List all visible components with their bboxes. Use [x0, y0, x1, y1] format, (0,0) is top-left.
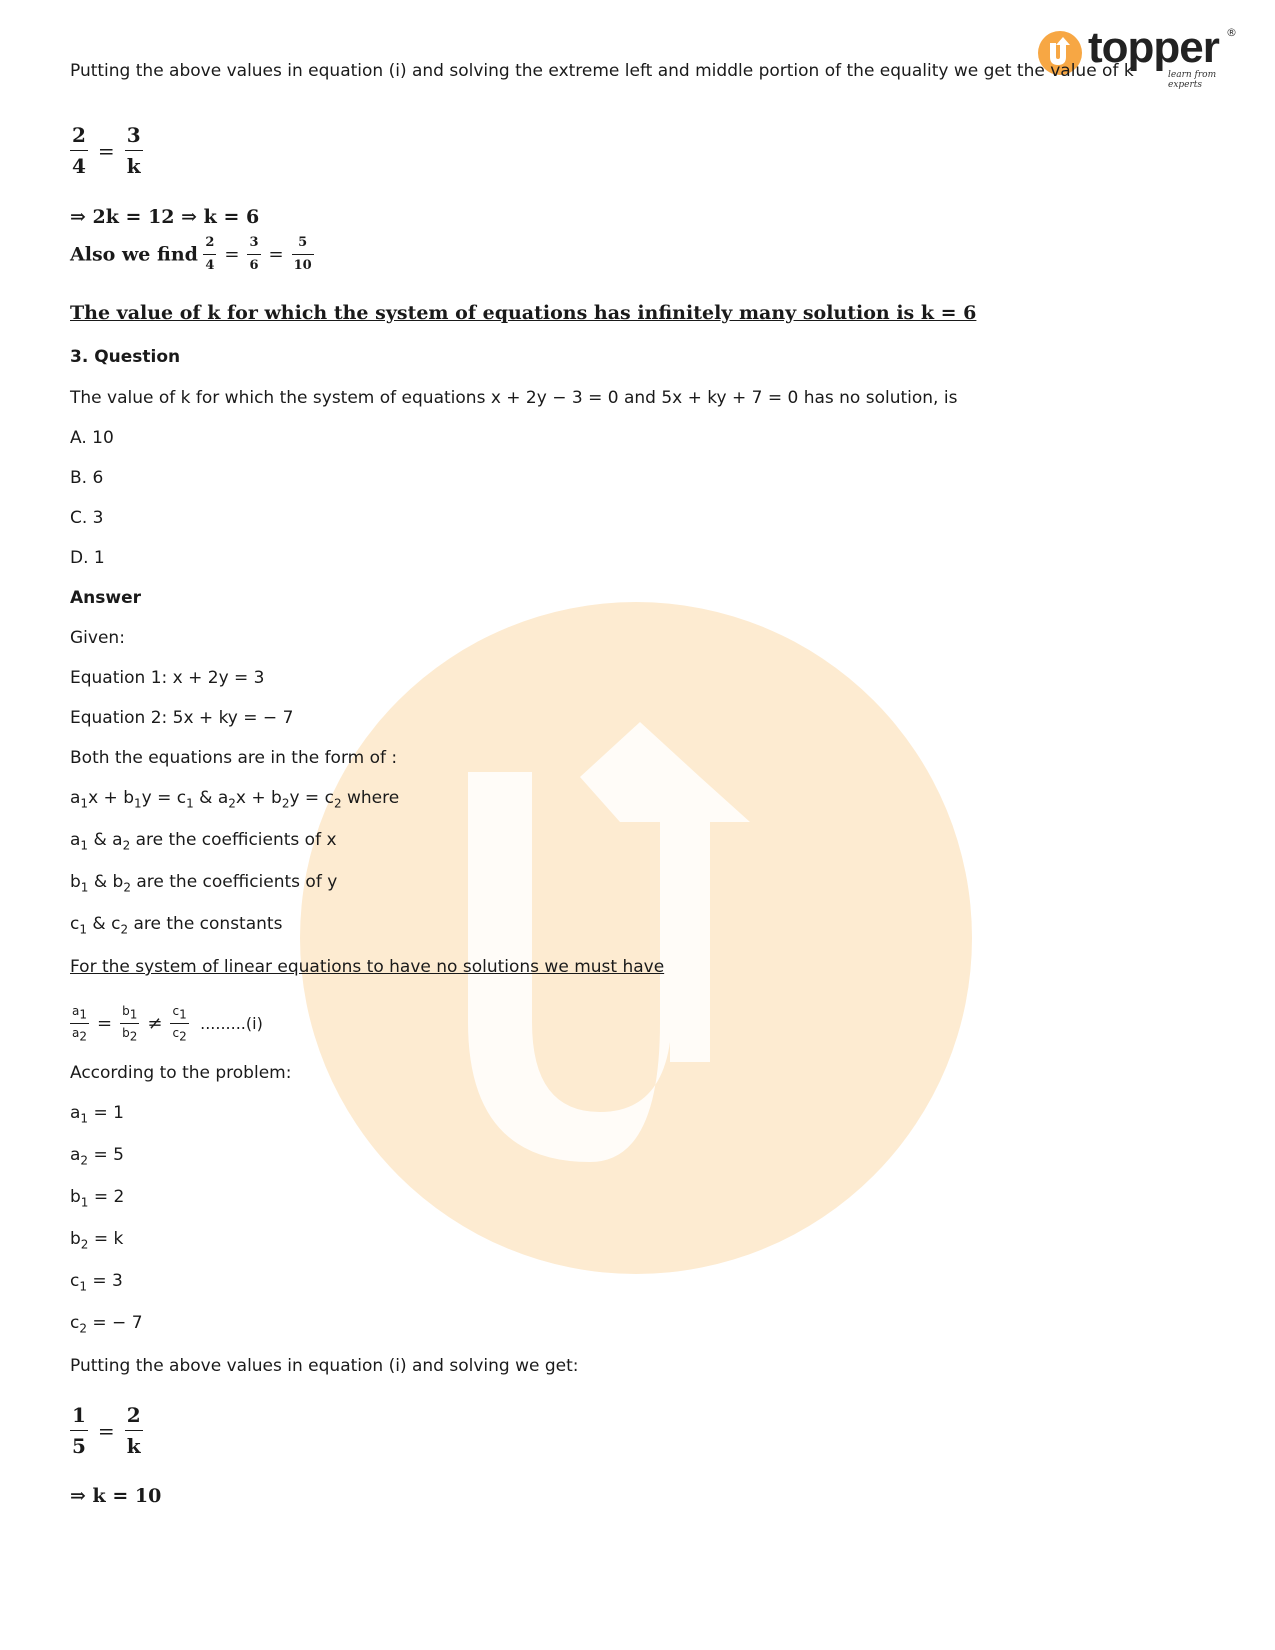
registered-mark: ® — [1226, 26, 1237, 39]
final-result: ⇒ k = 10 — [70, 1485, 162, 1507]
value-c2: $c_2$ = − 7 — [70, 1313, 143, 1336]
value-a2: $a_2 = 5$ — [70, 1145, 124, 1168]
coefficients-x: $a_1$ & $a_2$ are the coefficients of x — [70, 830, 337, 853]
according-to-problem: According to the problem: — [70, 1063, 292, 1083]
form-intro: Both the equations are in the form of : — [70, 748, 398, 768]
condition-no-solution: For the system of linear equations to have no solutions we must have — [70, 957, 665, 977]
option-d: D. 1 — [70, 548, 105, 568]
constants: $c_1$ & $c_2$ are the constants — [70, 914, 283, 937]
question-heading: 3. Question — [70, 347, 181, 367]
answer-heading: Answer — [70, 588, 141, 608]
value-a1: $a_1 = 1$ — [70, 1103, 124, 1126]
question-text: The value of k for which the system of equations x + 2y − 3 = 0 and 5x + ky + 7 = 0 has no solution, is — [70, 388, 958, 408]
fraction-equation-1: $\frac{2}{4}$ = $\frac{3}{k}$ — [70, 120, 143, 181]
solve-intro: Putting the above values in equation (i) and solving we get: — [70, 1356, 579, 1376]
logo-tagline: learn from experts — [1168, 70, 1217, 90]
equation-1: Equation 1: x + 2y = 3 — [70, 668, 265, 688]
fraction-equation-final: $\frac{1}{5}$ = $\frac{2}{k}$ — [70, 1400, 143, 1461]
option-c: C. 3 — [70, 508, 104, 528]
logo-wordmark: topper — [1088, 23, 1219, 72]
also-we-find: Also we find $\frac{2}{4}$ = $\frac{3}{6}$ = $\frac{5}{10}$ — [70, 232, 314, 277]
option-a: A. 10 — [70, 428, 114, 448]
condition-formula: $\frac{a_1}{a_2}$ = $\frac{b_1}{b_2}$ ≠ $\frac{c_1}{c_2}$ .........(i) — [72, 1004, 263, 1044]
value-c1: $c_1 = 3$ — [70, 1271, 123, 1294]
coefficients-y: $b_1$ & $b_2$ are the coefficients of y — [70, 872, 338, 895]
watermark-logo — [300, 602, 972, 1274]
option-b: B. 6 — [70, 468, 104, 488]
value-b1: $b_1 = 2$ — [70, 1187, 125, 1210]
given-label: Given: — [70, 628, 125, 648]
equation-2: Equation 2: 5x + ky = − 7 — [70, 708, 294, 728]
value-b2: $b_2 = k$ — [70, 1229, 124, 1252]
conclusion-infinite-solutions: The value of k for which the system of equations has infinitely many solution is k = 6 — [70, 302, 977, 324]
paragraph-intro: Putting the above values in equation (i) and solving the extreme left and middle portion of the equality we get the value of k — [70, 61, 1134, 81]
general-form: $a_1x + b_1y = c_1$ & $a_2x + b_2y = c_2$ where — [70, 788, 400, 811]
step-2k-12: ⇒ 2k = 12 ⇒ k = 6 — [70, 206, 260, 228]
